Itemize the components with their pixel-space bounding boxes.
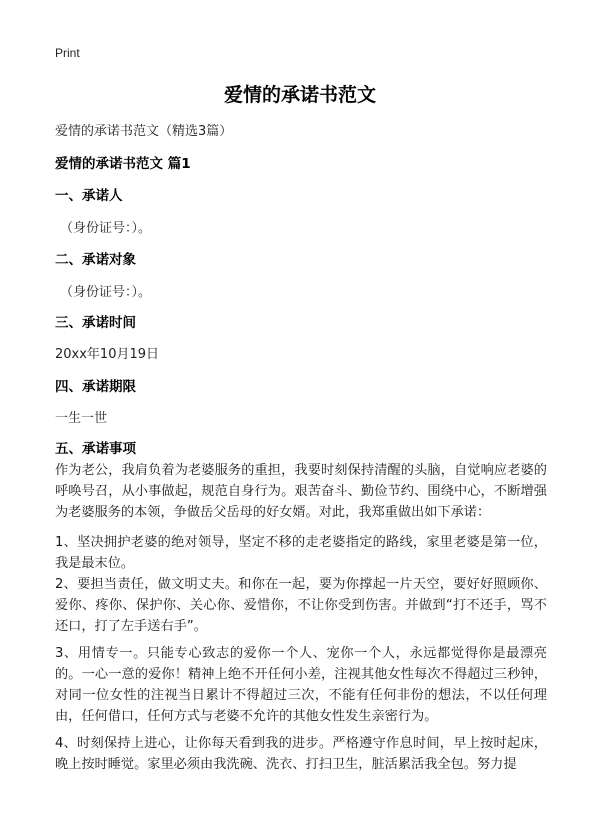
section-heading-promiser: 一、承诺人: [55, 188, 123, 204]
promise-item-3: 3、用情专一。只能专心致志的爱你一个人、宠你一个人，永远都觉得你是最漂亮的。一心一意的爱你！精神上绝不开任何小差，注视其他女性每次不得超过三秒钟，对同一位女性的注视当日累计不得超过三次，不能有任何非份的想法，不以任何理由，任何借口，任何方式与老婆不允许的其他女性发生亲密行为。: [55, 646, 547, 724]
section-heading-matters: 五、承诺事项: [55, 441, 136, 457]
promise-item-1: 1、坚决拥护老婆的绝对领导，坚定不移的走老婆指定的路线，家里老婆是第一位，我是最末位。: [55, 535, 547, 571]
promise-item-2: 2、要担当责任，做文明丈夫。和你在一起，要为你撑起一片天空，要好好照顾你、爱你、疼你、保护你、关心你、爱惜你，不让你受到伤害。并做到“打不还手，骂不还口，打了左手送右手”。: [55, 577, 547, 634]
section-heading-time: 三、承诺时间: [55, 315, 136, 331]
page-title: 爱情的承诺书范文: [223, 84, 376, 106]
promise-item-4: 4、时刻保持上进心，让你每天看到我的进步。严格遵守作息时间，早上按时起床，晚上按时睡觉。家里必须由我洗碗、洗衣、打扫卫生，脏活累活我全包。努力提: [55, 736, 547, 772]
section-heading-period: 四、承诺期限: [55, 379, 136, 395]
promise-period: 一生一世: [55, 411, 108, 426]
article-heading: 爱情的承诺书范文 篇1: [55, 156, 191, 172]
intro-paragraph: 作为老公，我肩负着为老婆服务的重担，我要时刻保持清醒的头脑，自觉响应老婆的呼唤号召，从小事做起，规范自身行为。艰苦奋斗、勤俭节约、围绕中心，不断增强为老婆服务的本领，争做岳父岳母的好女婿。对此，我郑重做出如下承诺：: [55, 463, 547, 520]
promise-date: 20xx年10月19日: [55, 347, 160, 362]
print-label[interactable]: Print: [55, 46, 80, 60]
document-subtitle: 爱情的承诺书范文（精选3篇）: [55, 124, 233, 139]
promiser-id-line: （身份证号：）。: [60, 221, 152, 236]
section-heading-target: 二、承诺对象: [55, 252, 136, 268]
target-id-line: （身份证号：）。: [60, 285, 152, 300]
